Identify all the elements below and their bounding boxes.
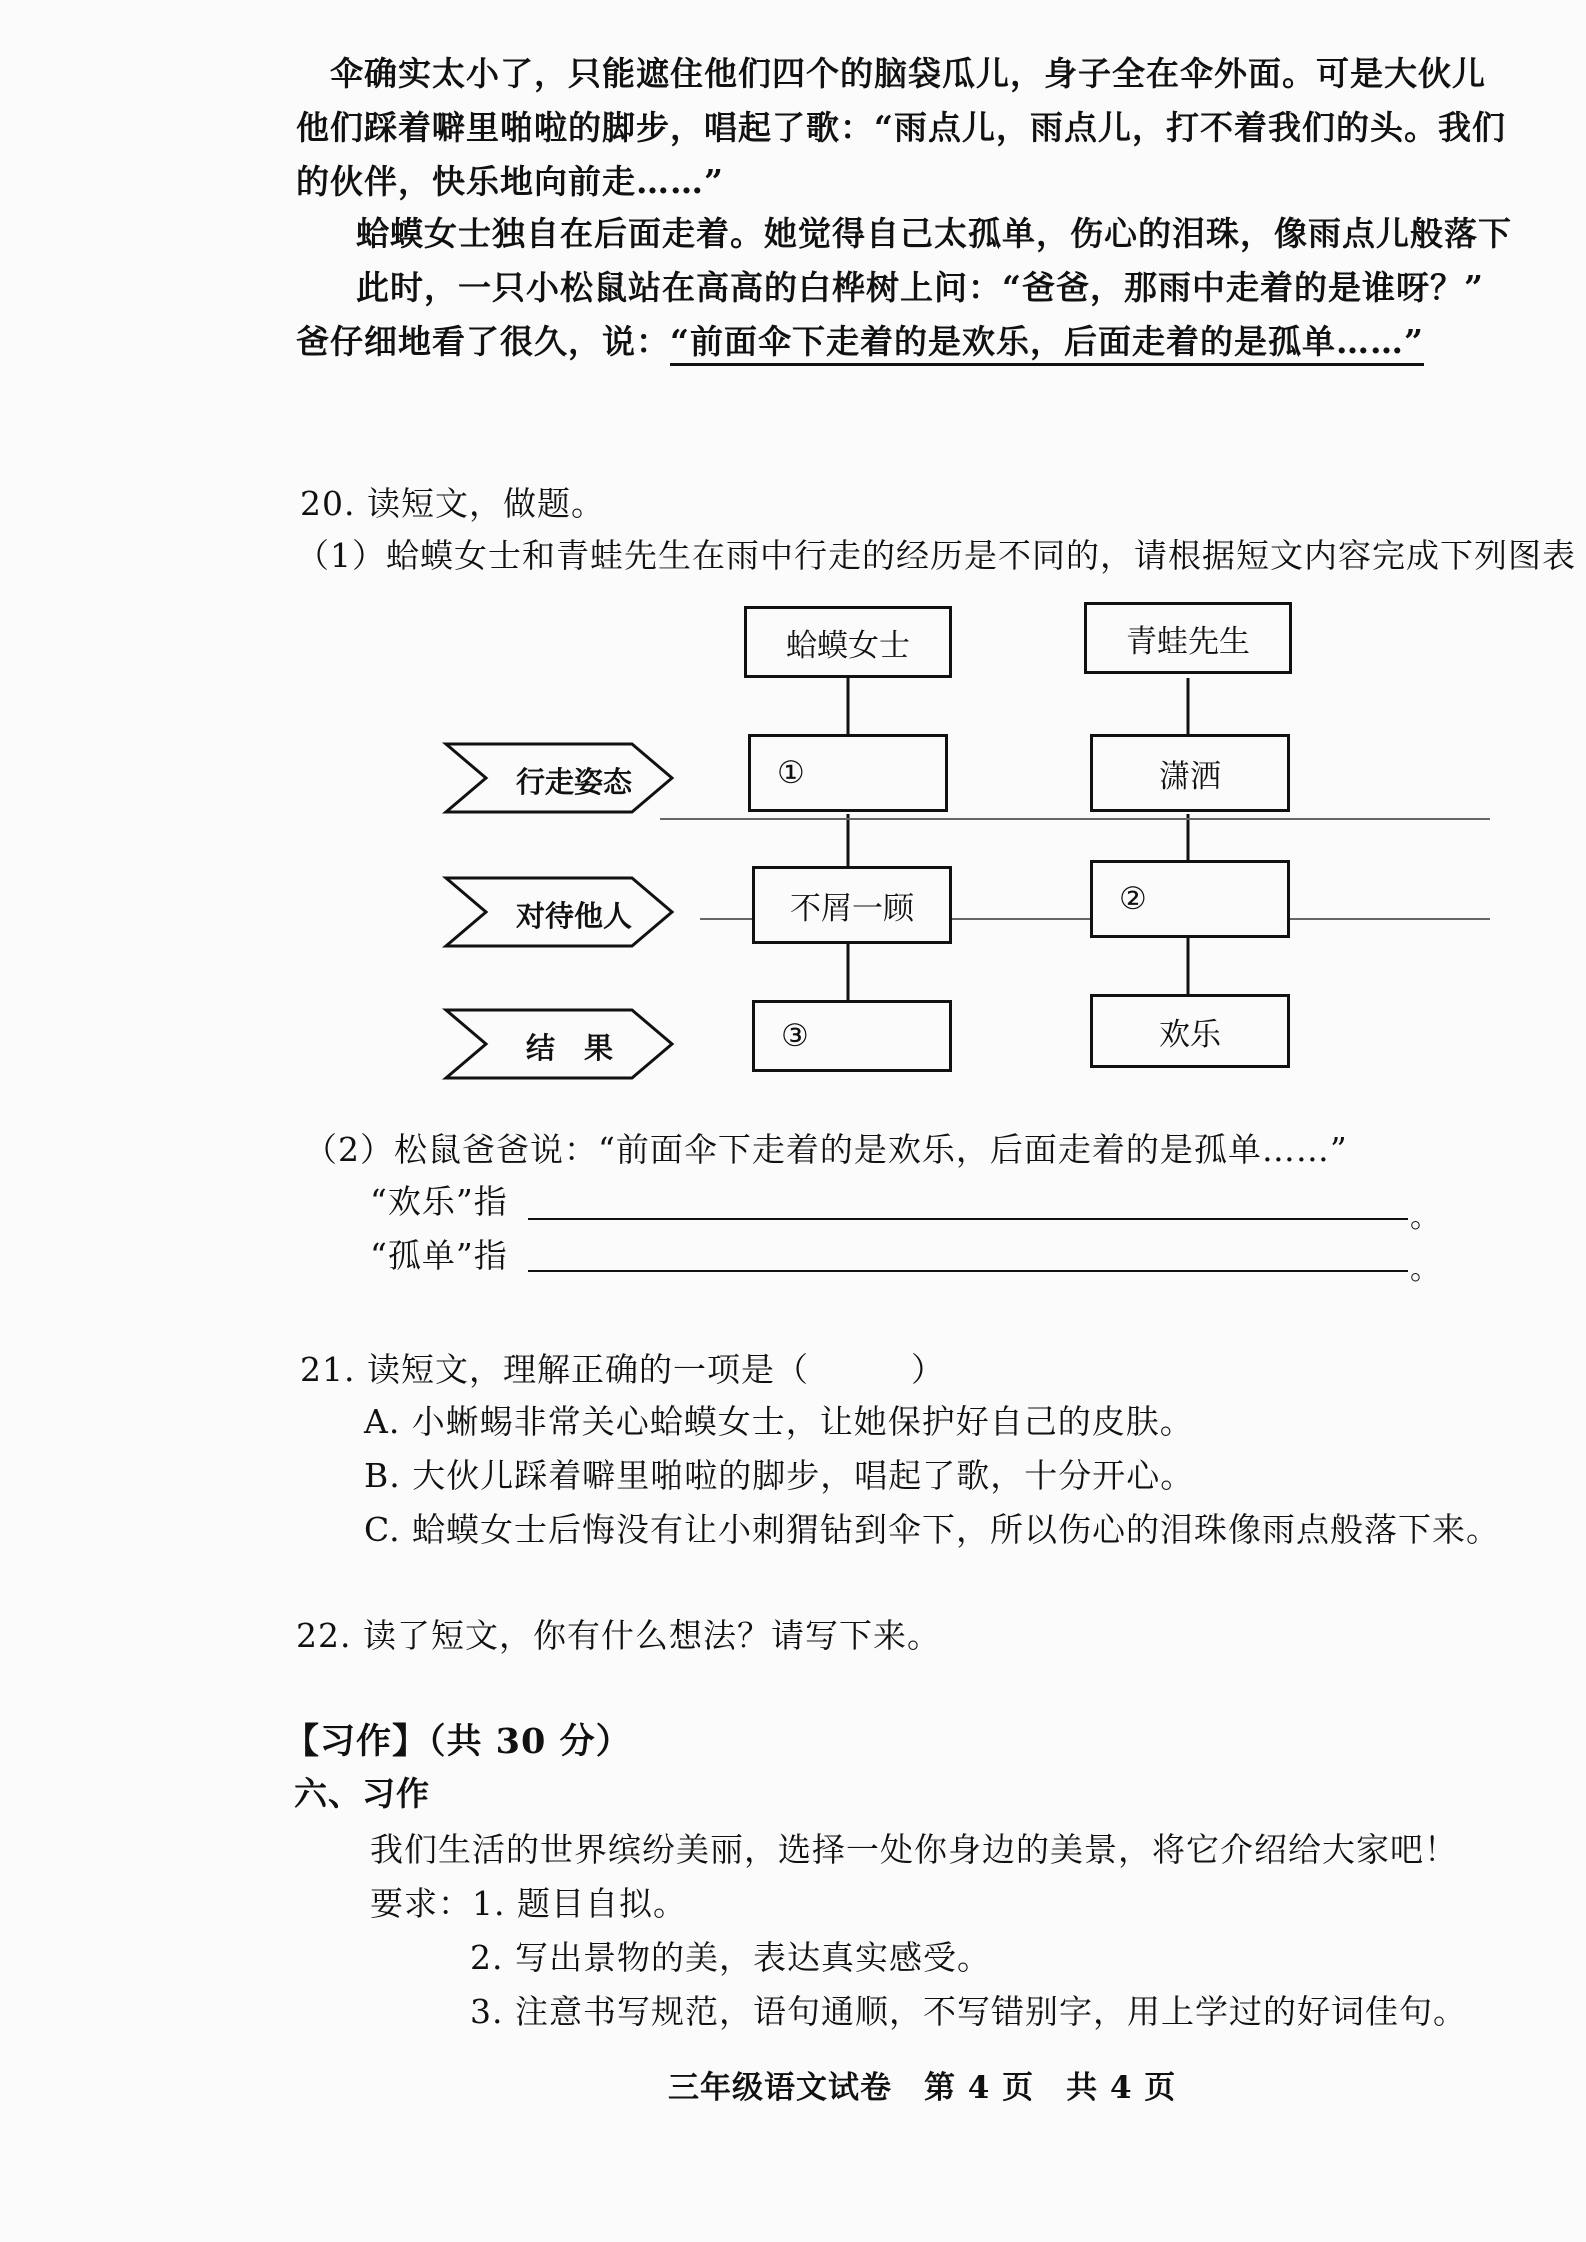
value-box-joy: [1090, 994, 1290, 1068]
writing-header: 【习作】（共 30 分）: [284, 1721, 632, 1762]
header-box-toad: [744, 606, 952, 678]
passage-line-4: 蛤蟆女士独自在后面走着。她觉得自己太孤单，伤心的泪珠，像雨点儿般落下: [356, 214, 1512, 253]
passage-line-6: [296, 320, 1424, 364]
requirement-1-text: 1. 题目自拟。: [472, 1884, 687, 1923]
writing-requirement-2: 2. 写出景物的美，表达真实感受。: [470, 1938, 991, 1977]
header-toad-label: 蛤蟆女士: [786, 627, 910, 664]
scan-artifact-line: [660, 818, 1490, 820]
q20-part2: （2）松鼠爸爸说：“前面伞下走着的是欢乐，后面走着的是孤单……”: [304, 1130, 1348, 1169]
passage-line-2: 他们踩着噼里啪啦的脚步，唱起了歌：“雨点儿，雨点儿，打不着我们的头。我们: [296, 108, 1506, 147]
answer-box-2[interactable]: [1090, 860, 1290, 938]
fill-blank-loneliness[interactable]: [528, 1270, 1408, 1272]
fill-label-joy: “欢乐”指: [370, 1182, 508, 1221]
answer-marker-2: ②: [1119, 881, 1147, 917]
q21-option-a[interactable]: A. 小蜥蜴非常关心蛤蟆女士，让她保护好自己的皮肤。: [364, 1402, 1194, 1441]
value-graceful: 潇洒: [1159, 758, 1221, 795]
writing-prompt: 我们生活的世界缤纷美丽，选择一处你身边的美景，将它介绍给大家吧！: [370, 1830, 1458, 1869]
q21-option-c[interactable]: C. 蛤蟆女士后悔没有让小刺猬钻到伞下，所以伤心的泪珠像雨点般落下来。: [364, 1510, 1501, 1549]
q21-option-b[interactable]: B. 大伙儿踩着噼里啪啦的脚步，唱起了歌，十分开心。: [364, 1456, 1195, 1495]
header-box-frog: [1084, 602, 1292, 674]
row-label-result: 结 果: [526, 1031, 614, 1065]
writing-requirement-1: [370, 1882, 687, 1926]
q20-part1: （1）蛤蟆女士和青蛙先生在雨中行走的经历是不同的，请根据短文内容完成下列图表: [296, 536, 1576, 575]
writing-section-title: 六、习作: [294, 1774, 430, 1813]
writing-requirement-3: 3. 注意书写规范，语句通顺，不写错别字，用上学过的好词佳句。: [470, 1992, 1467, 2031]
q20-title: 20. 读短文，做题。: [300, 484, 605, 523]
value-disdain: 不屑一顾: [790, 890, 914, 927]
fill-period-2: 。: [1410, 1252, 1440, 1287]
q22-stem: 22. 读了短文，你有什么想法？请写下来。: [296, 1616, 941, 1655]
requirement-label: 要求：: [370, 1884, 472, 1923]
answer-box-3[interactable]: [752, 1000, 952, 1072]
q21-stem: 21. 读短文，理解正确的一项是（ ）: [300, 1350, 945, 1389]
value-box-disdain: [752, 866, 952, 944]
answer-marker-1: ①: [777, 755, 805, 791]
row-label-walking: 行走姿态: [516, 765, 633, 799]
fill-label-loneliness: “孤单”指: [370, 1236, 508, 1275]
passage-line-5: 此时，一只小松鼠站在高高的白桦树上问：“爸爸，那雨中走着的是谁呀？”: [356, 268, 1484, 307]
passage-line-1: 伞确实太小了，只能遮住他们四个的脑袋瓜儿，身子全在伞外面。可是大伙儿: [330, 54, 1486, 93]
passage-line-6-prefix: 爸仔细地看了很久，说：: [296, 322, 670, 361]
answer-box-1[interactable]: [748, 734, 948, 812]
answer-marker-3: ③: [781, 1018, 809, 1054]
value-joy: 欢乐: [1159, 1016, 1221, 1053]
header-frog-label: 青蛙先生: [1126, 623, 1250, 660]
row-label-treatment: 对待他人: [516, 899, 633, 933]
passage-line-3: 的伙伴，快乐地向前走……”: [296, 162, 724, 201]
fill-period-1: 。: [1410, 1200, 1440, 1235]
passage-line-6-quote: “前面伞下走着的是欢乐，后面走着的是孤单……”: [670, 322, 1424, 366]
fill-blank-joy[interactable]: [528, 1218, 1408, 1220]
page-footer: 三年级语文试卷 第 4 页 共 4 页: [668, 2070, 1177, 2106]
value-box-graceful: [1090, 734, 1290, 812]
